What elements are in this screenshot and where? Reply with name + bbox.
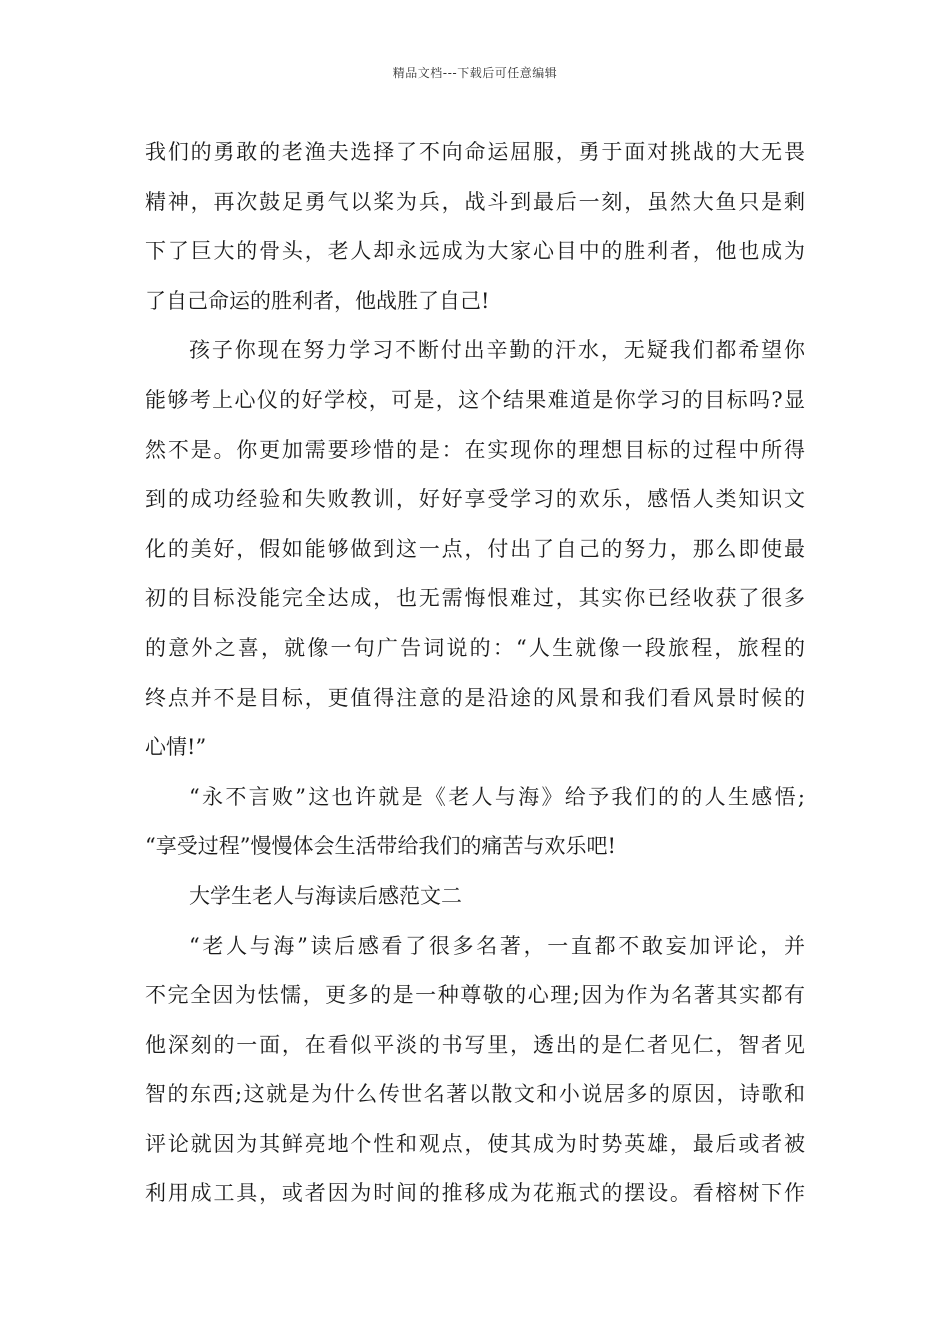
document-body [145,128,805,1219]
text-line: 智的东西;这就是为什么传世名著以散文和小说居多的原因，诗歌和 [145,1082,805,1107]
text-line: 然不是。你更加需要珍惜的是：在实现你的理想目标的过程中所得 [145,437,805,462]
page-header: 精品文档---下载后可任意编辑 [392,66,558,80]
text-line: 孩子你现在努力学习不断付出辛勤的汗水，无疑我们都希望你 [189,338,805,363]
text-line: 他深刻的一面，在看似平淡的书写里，透出的是仁者见仁，智者见 [145,1032,805,1057]
text-line: 利用成工具，或者因为时间的推移成为花瓶式的摆设。看榕树下作 [145,1181,805,1206]
text-line: 的意外之喜，就像一句广告词说的：“人生就像一段旅程，旅程的 [145,635,805,660]
text-line: 了自己命运的胜利者，他战胜了自己! [145,288,490,313]
text-line: 到的成功经验和失败教训，好好享受学习的欢乐，感悟人类知识文 [145,487,805,512]
text-line: 能够考上心仪的好学校，可是，这个结果难道是你学习的目标吗?显 [145,387,805,412]
text-line: 化的美好，假如能够做到这一点，付出了自己的努力，那么即使最 [145,536,805,561]
text-line: 评论就因为其鲜亮地个性和观点，使其成为时势英雄，最后或者被 [145,1131,805,1156]
text-line: 我们的勇敢的老渔夫选择了不向命运屈服，勇于面对挑战的大无畏 [145,140,805,164]
text-line: 初的目标没能完全达成，也无需悔恨难过，其实你已经收获了很多 [145,586,805,611]
text-line: 终点并不是目标，更值得注意的是沿途的风景和我们看风景时候的 [145,685,805,710]
text-line: “享受过程”慢慢体会生活带给我们的痛苦与欢乐吧! [145,834,616,859]
text-line: 不完全因为怯懦，更多的是一种尊敬的心理;因为作为名著其实都有 [145,983,805,1008]
text-line: “永不言败”这也许就是《老人与海》给予我们的的人生感悟; [189,784,805,809]
text-line: “老人与海”读后感看了很多名著，一直都不敢妄加评论，并 [189,933,805,958]
text-line: 精神，再次鼓足勇气以桨为兵，战斗到最后一刻，虽然大鱼只是剩 [145,189,805,214]
section-heading: 大学生老人与海读后感范文二 [189,883,462,908]
text-line: 下了巨大的骨头，老人却永远成为大家心目中的胜利者，他也成为 [145,239,805,264]
text-line: 心情!” [145,735,207,760]
